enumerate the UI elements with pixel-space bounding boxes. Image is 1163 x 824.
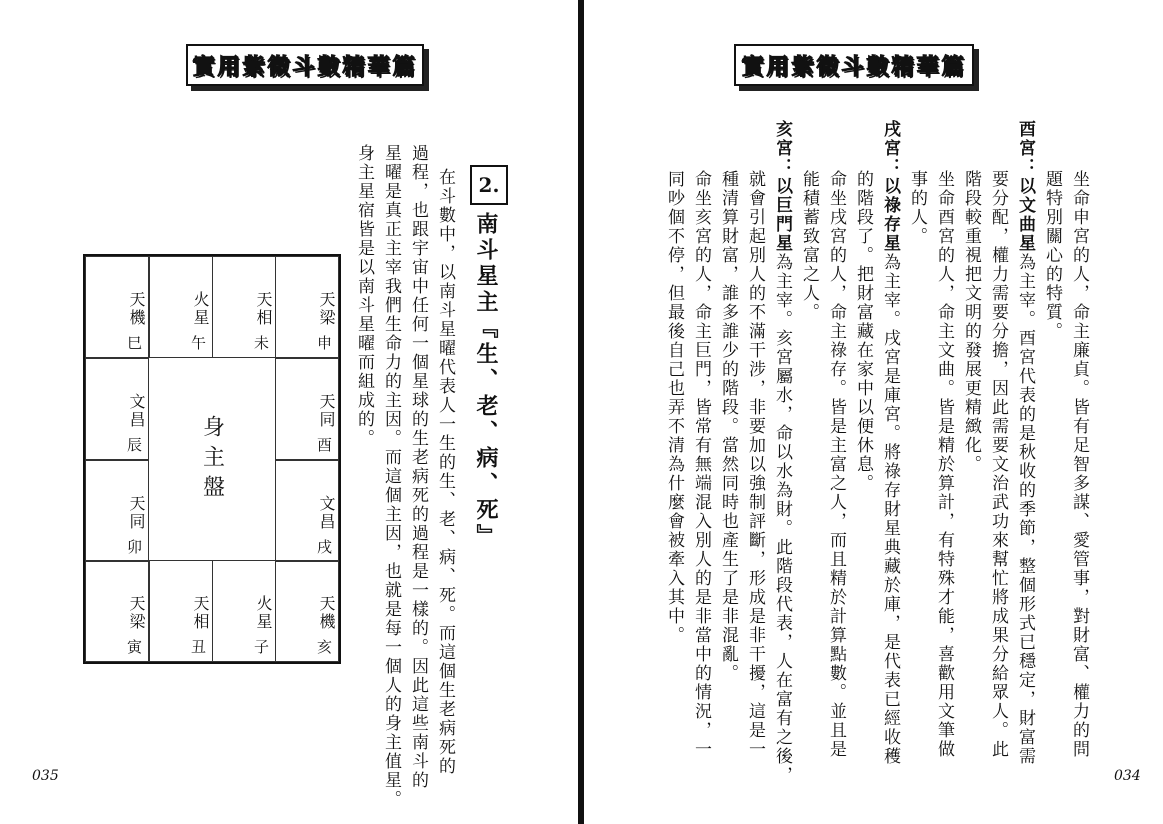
text-column: [715, 170, 741, 683]
chart-cell-yin: [85, 560, 149, 662]
section-number: 2.: [470, 165, 508, 205]
column-text: 為主宰。戌宮是庫宮。將祿存財星典藏於庫，是代表已經收穫: [880, 253, 900, 766]
book-title-banner: 實用紫微斗數精華篇: [734, 44, 974, 86]
branch-label: 卯: [126, 538, 142, 556]
chart-cell-xu: [275, 460, 339, 562]
column-text: 事的人。: [907, 170, 927, 246]
star-name: 天相: [191, 595, 210, 631]
star-name: 天相: [254, 291, 273, 327]
text-column: [1066, 170, 1092, 759]
star-name: 天梁: [127, 595, 146, 631]
paragraph-line: 星曜是真正主宰我們生命力的主因。而這個主因，也就是每一個人的身主值星。: [381, 144, 401, 809]
branch-label: 子: [253, 638, 269, 656]
right-page: [584, 0, 1163, 824]
chart-cell-chen: [85, 358, 149, 460]
text-column: [877, 120, 903, 766]
column-heading: 戌宮：以祿存星: [880, 120, 900, 253]
chart-cell-shen: [275, 256, 339, 358]
book-title-banner: 實用紫微斗數精華篇: [186, 44, 424, 86]
text-column: [688, 170, 714, 759]
chart-cell-chou: [149, 560, 213, 662]
column-text: 命坐亥宮的人，命主巨門，皆常有無端混入別人的是非當中的情況，一: [691, 170, 711, 759]
column-text: 為主宰。酉宮代表的是秋收的季節，整個形式已穩定，財富需: [1015, 253, 1035, 766]
branch-label: 丑: [190, 638, 206, 656]
star-name: 天同: [317, 393, 336, 429]
text-column: [769, 120, 795, 785]
left-page: [0, 0, 578, 824]
column-text: 命坐戌宮的人，命主祿存。皆是主富之人，而且精於計算點數。並且是: [826, 170, 846, 759]
column-text: 種清算財富，誰多誰少的階段。當然同時也產生了是非混亂。: [718, 170, 738, 683]
column-text: 就會引起別人的不滿干涉，非要加以強制評斷，形成是非干擾，這是一: [745, 170, 765, 759]
column-text: 要分配，權力需要分擔，因此需要文治武功來幫忙將成果分給眾人。此: [988, 170, 1008, 759]
column-heading: 亥宮：以巨門星: [772, 120, 792, 253]
chart-cell-mao: [85, 460, 149, 562]
branch-label: 寅: [126, 638, 142, 656]
text-column: [823, 170, 849, 759]
star-name: 火星: [191, 291, 210, 327]
section-title: 南斗星主『生、老、病、死』: [473, 212, 498, 550]
branch-label: 申: [316, 334, 332, 352]
star-name: 文昌: [317, 495, 336, 531]
paragraph-line: 在斗數中，以南斗星曜代表人一生的生、老、病、死。而這個生老病死的: [435, 168, 455, 776]
body-master-chart: [83, 254, 341, 664]
text-column: [958, 170, 984, 474]
column-heading: 酉宮：以文曲星: [1015, 120, 1035, 253]
chart-center-label: 身主盤: [199, 415, 225, 505]
star-name: 文昌: [127, 393, 146, 429]
text-column: [1039, 170, 1065, 341]
page-number: 035: [32, 768, 59, 784]
branch-label: 酉: [316, 436, 332, 454]
column-text: 題特別關心的特質。: [1042, 170, 1062, 341]
page-number: 034: [1114, 768, 1141, 784]
star-name: 天梁: [317, 291, 336, 327]
star-name: 天機: [127, 291, 146, 327]
column-text: 能積蓄致富之人。: [799, 170, 819, 322]
chart-cell-zi: [212, 560, 276, 662]
star-name: 天同: [127, 495, 146, 531]
column-text: 的階段了。把財富藏在家中以便休息。: [853, 170, 873, 493]
branch-label: 辰: [126, 436, 142, 454]
branch-label: 戌: [316, 538, 332, 556]
text-column: [850, 170, 876, 493]
column-text: 為主宰。亥宮屬水，命以水為財。此階段代表，人在富有之後，: [772, 253, 792, 785]
column-text: 同吵個不停，但最後自己也弄不清為什麼會被牽入其中。: [664, 170, 684, 645]
text-column: [796, 170, 822, 322]
chart-cell-wei: [212, 256, 276, 358]
column-text: 階段較重視把文明的發展更精緻化。: [961, 170, 981, 474]
chart-cell-you: [275, 358, 339, 460]
chart-cell-hai: [275, 560, 339, 662]
branch-label: 巳: [126, 334, 142, 352]
column-text: 坐命酉宮的人，命主文曲。皆是精於算計，有特殊才能，喜歡用文筆做: [934, 170, 954, 759]
chart-cell-si: [85, 256, 149, 358]
text-column: [904, 170, 930, 246]
star-name: 天機: [317, 595, 336, 631]
branch-label: 午: [190, 334, 206, 352]
star-name: 火星: [254, 595, 273, 631]
text-column: [742, 170, 768, 759]
column-text: 坐命申宮的人，命主廉貞。皆有足智多謀、愛管事，對財富、權力的問: [1069, 170, 1089, 759]
text-column: [985, 170, 1011, 759]
text-column: [1012, 120, 1038, 766]
branch-label: 亥: [316, 638, 332, 656]
paragraph-line: 過程，也跟宇宙中任何一個星球的生老病死的過程是一樣的。因此這些南斗的: [408, 144, 428, 790]
text-column: [931, 170, 957, 759]
chart-center: [149, 358, 275, 562]
paragraph-line: 身主星宿皆是以南斗星曜而組成的。: [354, 144, 374, 448]
text-column: [661, 170, 687, 645]
chart-cell-wu: [149, 256, 213, 358]
branch-label: 未: [253, 334, 269, 352]
